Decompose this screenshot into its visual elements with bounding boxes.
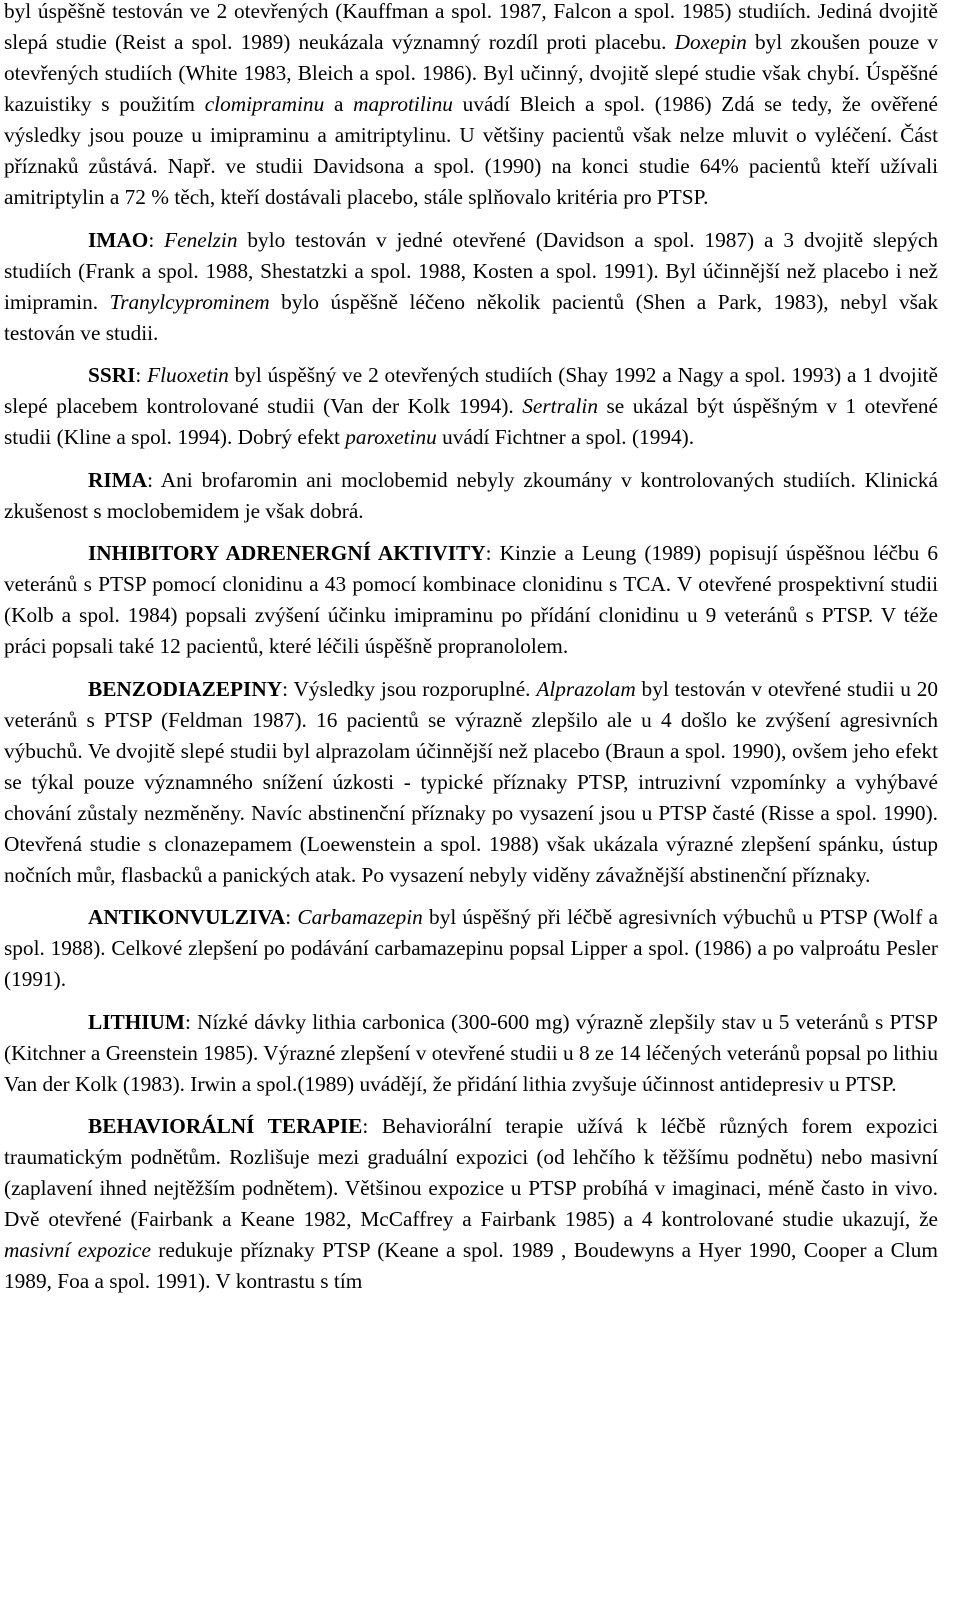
paragraph	[4, 674, 938, 891]
paragraph	[4, 1007, 938, 1100]
paragraph	[4, 465, 938, 527]
section-heading: BENZODIAZEPINY	[88, 676, 283, 701]
paragraph-text: byl testován v otevřené studii u 20 veteránů s PTSP (Feldman 1987). 16 pacientů se výrazně zlepšilo ale u 4 došlo ke zvýšení agresivních výbuchů. Ve dvojitě slepé studii byl alprazolam účinnější než placebo (Braun a spol. 1990), ovšem jeho efekt se týkal pouze významného snížení úzkosti - typické příznaky PTSP, intruzivní vzpomínky a vyhýbavé chování zůstaly nezměněny. Navíc abstinenční příznaky po vysazení jsou u PTSP časté (Risse a spol. 1990). Otevřená studie s clonazepamem (Loewenstein a spol. 1988) však ukázala výrazné zlepšení spánku, ústup nočních můr, flasbacků a panických atak. Po vysazení nebyly viděny závažnější abstinenční příznaky.	[4, 676, 938, 887]
paragraph-text: bylo testován v jedné otevřené (Davidson a spol. 1987) a 3 dvojitě slepých studiích (Frank a spol. 1988, Shestatzki a spol. 1988, Kosten a spol. 1991). Byl účinnější než placebo i než imipramin.	[4, 227, 938, 314]
italic-term: Sertralin	[522, 394, 598, 418]
paragraph-text: byl úspěšný ve 2 otevřených studiích (Shay 1992 a Nagy a spol. 1993) a 1 dvojitě slepé placebem kontrolované studii (Van der Kolk 1994).	[4, 363, 938, 418]
section-heading: SSRI	[88, 363, 136, 387]
paragraph-text: : Nízké dávky lithia carbonica (300-600 mg) výrazně zlepšily stav u 5 veteránů s PTSP (Kitchner a Greenstein 1985). Výrazné zlepšení v otevřené studii u 8 ze 14 léčených veteránů popsal po lithiu Van der Kolk (1983). Irwin a spol.(1989) uvádějí, že přidání lithia zvyšuje účinnost antidepresiv u PTSP.	[4, 1009, 938, 1096]
section-heading: INHIBITORY ADRENERGNÍ AKTIVITY	[88, 541, 486, 565]
italic-term: Carbamazepin	[297, 905, 423, 929]
paragraph	[4, 225, 938, 349]
italic-term: Tranylcyprominem	[109, 289, 270, 314]
paragraph-text: :	[135, 363, 148, 387]
paragraph-text: : Behaviorální terapie užívá k léčbě různých forem expozici traumatickým podnětům. Rozlišuje mezi graduální expozici (od lehčího k těžšímu podnětu) nebo masivní (zaplavení ihned nejtěžším podnětem). Většinou expozice u PTSP probíhá v imaginaci, méně často in vivo. Dvě otevřené (Fairbank a Keane 1982, McCaffrey a Fairbank 1985) a 4 kontrolované studie ukazují, že	[4, 1114, 938, 1231]
italic-term: masivní expozice	[4, 1238, 151, 1262]
section-heading: IMAO	[88, 227, 149, 252]
italic-term: Doxepin	[674, 30, 747, 54]
paragraph-text: uvádí Bleich a spol. (1986) Zdá se tedy, že ověřené výsledky jsou pouze u imipraminu a amitriptylinu. U většiny pacientů však nelze mluvit o vyléčení. Část příznaků zůstává. Např. ve studii Davidsona a spol. (1990) na konci studie 64% pacientů kteří užívali amitriptylin a 72 % těch, kteří dostávali placebo, stále splňovalo kritéria pro PTSP.	[4, 92, 938, 209]
section-heading: LITHIUM	[88, 1009, 186, 1034]
paragraph-text: redukuje příznaky PTSP (Keane a spol. 1989 , Boudewyns a Hyer 1990, Cooper a Clum 1989, Foa a spol. 1991). V kontrastu s tím	[4, 1238, 938, 1293]
paragraph-text: byl úspěšný při léčbě agresivních výbuchů u PTSP (Wolf a spol. 1988). Celkové zlepšení po podávání carbamazepinu popsal Lipper a spol. (1986) a po valproátu Pesler (1991).	[4, 905, 938, 991]
paragraph	[4, 0, 938, 213]
italic-term: clomipraminu	[204, 92, 325, 116]
section-heading: ANTIKONVULZIVA	[88, 905, 286, 929]
paragraph	[4, 360, 938, 453]
section-heading: RIMA	[88, 467, 148, 492]
section-heading: BEHAVIORÁLNÍ TERAPIE	[88, 1114, 363, 1138]
italic-term: Fenelzin	[164, 227, 238, 252]
italic-term: Alprazolam	[536, 676, 636, 701]
paragraph-text: se ukázal být úspěšným v 1 otevřené studii (Kline a spol. 1994). Dobrý efekt	[4, 394, 938, 449]
paragraph-text: : Ani brofaromin ani moclobemid nebyly zkoumány v kontrolovaných studiích. Klinická zkušenost s moclobemidem je však dobrá.	[4, 467, 938, 523]
paragraph-text: uvádí Fichtner a spol. (1994).	[436, 425, 695, 449]
paragraph-text: :	[148, 227, 165, 252]
paragraph-text: :	[285, 905, 298, 929]
italic-term: paroxetinu	[345, 425, 437, 449]
paragraph-text: a	[324, 92, 354, 116]
paragraph-text: byl zkoušen pouze v otevřených studiích (White 1983, Bleich a spol. 1986). Byl učinný, dvojitě slepé studie však chybí. Úspěšné kazuistiky s použitím	[4, 30, 939, 116]
paragraph-text: : Výsledky jsou rozporuplné.	[282, 676, 537, 701]
paragraph-text: : Kinzie a Leung (1989) popisují úspěšnou léčbu 6 veteránů s PTSP pomocí clonidinu a 43 pomocí kombinace clonidinu s TCA. V otevřené prospektivní studii (Kolb a spol. 1984) popsali zvýšení účinku imipraminu po přídání clonidinu u 9 veteránů s PTSP. V téže práci popsali také 12 pacientů, které léčili úspěšně propranololem.	[4, 541, 938, 658]
paragraph-text: byl úspěšně testován ve 2 otevřených (Kauffman a spol. 1987, Falcon a spol. 1985) studiích. Jediná dvojitě slepá studie (Reist a spol. 1989) neukázala významný rozdíl proti placebu.	[4, 0, 938, 54]
paragraph	[4, 1111, 938, 1297]
paragraph	[4, 902, 938, 995]
italic-term: Fluoxetin	[147, 363, 229, 387]
paragraph	[4, 538, 938, 662]
italic-term: maprotilinu	[353, 92, 453, 116]
paragraph-text: bylo úspěšně léčeno několik pacientů (Shen a Park, 1983), nebyl však testován ve studii.	[4, 289, 938, 345]
